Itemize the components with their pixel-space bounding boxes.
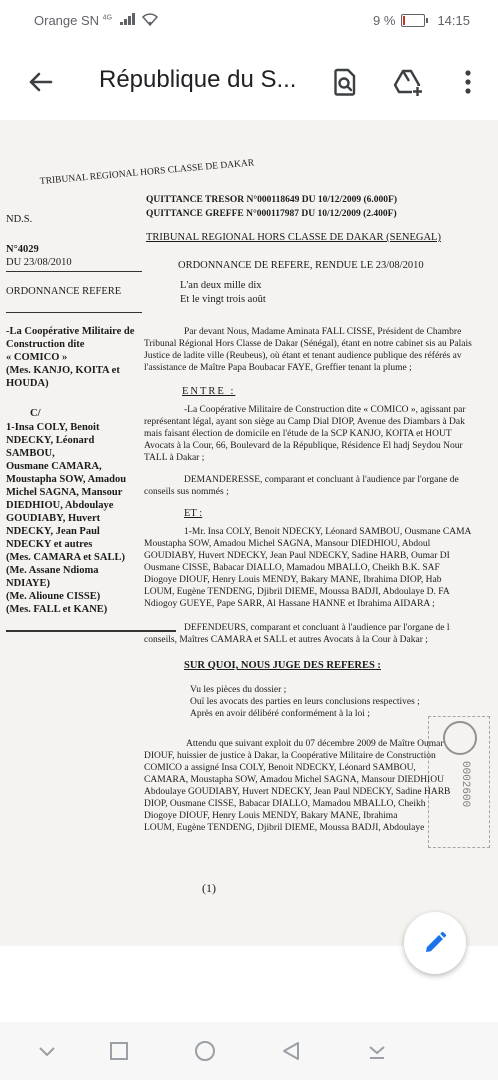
recents-icon[interactable] xyxy=(106,1038,132,1064)
left-column-line: (Mes. FALL et KANE) xyxy=(6,604,108,615)
left-column-line: (Me. Alioune CISSE) xyxy=(6,591,101,602)
et-line: LOUM, Eugène TENDENG, Djibril DIEME, Moussa BADJI, Abdoulaye D. FA xyxy=(144,587,450,597)
par-devant-line: Par devant Nous, Madame Aminata FALL CISSE, Président de Chambre xyxy=(184,327,462,337)
par-devant-line: Tribunal Régional Hors Classe de Dakar (Sénégal), étant en notre cabinet sis au Palais xyxy=(144,339,472,349)
ordonnance-heading: ORDONNANCE DE REFERE, RENDUE LE 23/08/2010 xyxy=(178,260,424,271)
divider xyxy=(6,630,176,632)
ordonnance-refere: ORDONNANCE REFERE xyxy=(6,286,122,297)
entre-line: mais faisant élection de domicile en l'étude de la SCP KANJO, KOITA et HOUT xyxy=(144,429,452,439)
left-column-line: Michel SAGNA, Mansour xyxy=(6,487,123,498)
drive-add-icon[interactable] xyxy=(392,66,424,98)
attendu-line: DIOUF, huissier de justice à Dakar, la Coopérative Militaire de Construction xyxy=(144,751,436,761)
vu-line: Ouï les avocats des parties en leurs conclusions respectives ; xyxy=(190,697,420,707)
quittance-greffe: QUITTANCE GREFFE N°000117987 DU 10/12/2009 (2.400F) xyxy=(146,209,397,219)
et-line: GOUDIABY, Huvert NDECKY, Jean Paul NDECKY, Sadine HARB, Oumar DI xyxy=(144,551,450,561)
clock: 14:15 xyxy=(437,13,470,28)
par-devant-line: Justice de ladite ville (Reubeus), où étant et tenant audience publique des référés av xyxy=(144,351,462,361)
attendu-line: CAMARA, Moustapha SOW, Amadou Michel SAGNA, Mansour DIEDHIOU xyxy=(144,775,444,785)
attendu-line: COMICO a assigné Insa COLY, Benoit NDECKY, Léonard SAMBOU, xyxy=(144,763,416,773)
carrier-name: Orange SN xyxy=(34,13,100,28)
seal-icon xyxy=(443,721,477,755)
back-triangle-icon[interactable] xyxy=(278,1038,304,1064)
vu-line: Vu les pièces du dossier ; xyxy=(190,685,287,695)
case-number: N°4029 xyxy=(6,244,39,255)
quittance-tresor: QUITTANCE TRESOR N°000118649 DU 10/12/2009 (6.000F) xyxy=(146,195,397,205)
search-in-document-icon[interactable] xyxy=(328,66,360,98)
more-vert-icon[interactable] xyxy=(452,66,484,98)
nds-label: ND.S. xyxy=(6,214,33,225)
left-column-line: GOUDIABY, Huvert xyxy=(6,513,101,524)
preamble-line: Et le vingt trois août xyxy=(180,294,266,305)
left-column-line: NDECKY et autres xyxy=(6,539,93,550)
page-marker: (1) xyxy=(202,881,216,895)
entre-line: -La Coopérative Militaire de Construction dite « COMICO », agissant par xyxy=(184,405,466,415)
left-column-line: DIEDHIOU, Abdoulaye xyxy=(6,500,114,511)
tribunal-name: TRIBUNAL REGIONAL HORS CLASSE DE DAKAR (SENEGAL) xyxy=(146,232,441,243)
left-column-line: SAMBOU, xyxy=(6,448,55,459)
entre-line: TALL à Dakar ; xyxy=(144,453,205,463)
left-column-line: (Mes. KANJO, KOITA et xyxy=(6,365,120,376)
hide-nav-icon[interactable] xyxy=(364,1038,390,1064)
attendu-line: LOUM, Eugène TENDENG, Djibril DIEME, Moussa BADJI, Abdoulaye xyxy=(144,823,425,833)
entre-label: ENTRE : xyxy=(182,386,236,397)
demanderesse-line: conseils sus nommés ; xyxy=(144,487,229,497)
et-line: Ndiogoy GUEYE, Pape SARR, Al Hassane HANNE et Ibrahima AIDARA ; xyxy=(144,599,435,609)
et-line: 1-Mr. Insa COLY, Benoit NDECKY, Léonard SAMBOU, Ousmane CAMA xyxy=(184,527,472,537)
stamp-number: 0002600 xyxy=(459,761,471,808)
et-line: Ousmane CISSE, Babacar DIALLO, Mamadou MBALLO, Cheikh B.K. SAF xyxy=(144,563,440,573)
top-stamp: TRIBUNAL REGIONAL HORS CLASSE DE DAKAR xyxy=(39,158,255,187)
et-line: Moustapha SOW, Amadou Michel SAGNA, Mansour DIEDHIOU, Abdoul xyxy=(144,539,431,549)
network-type: 4G xyxy=(102,14,113,22)
document-viewer[interactable] xyxy=(0,120,498,1020)
left-column-line: NDIAYE) xyxy=(6,578,50,589)
entre-line: Avocats à la Cour, 66, Boulevard de la République, Résidence El hadj Seydou Nour xyxy=(144,441,463,451)
left-column-line: Moustapha SOW, Amadou xyxy=(6,474,127,485)
left-column-line: C/ xyxy=(30,408,41,419)
attendu-line: DIOP, Ousmane CISSE, Babacar DIALLO, Mamadou MBALLO, Cheikh xyxy=(144,799,426,809)
et-line: Diogoye DIOUF, Henry Louis MENDY, Bakary MANE, Ibrahima DIOP, Hab xyxy=(144,575,442,585)
document-title: République du S... xyxy=(99,66,297,93)
attendu-line: Abdoulaye GOUDIABY, Huvert NDECKY, Jean Paul NDECKY, Sadine HARB xyxy=(144,787,451,797)
left-column-line: NDECKY, Léonard xyxy=(6,435,95,446)
left-column-line: -La Coopérative Militaire de xyxy=(6,326,135,337)
left-column-line: « COMICO » xyxy=(6,352,68,363)
left-column-line: (Mes. CAMARA et SALL) xyxy=(6,552,125,563)
demanderesse-line: DEMANDERESSE, comparant et concluant à l'audience par l'organe de xyxy=(184,475,459,485)
attendu-line: Attendu que suivant exploit du 07 décembre 2009 de Maître Oumar xyxy=(186,739,444,749)
scanned-page[interactable] xyxy=(0,120,498,946)
chevron-down-icon[interactable] xyxy=(34,1038,60,1064)
official-stamp xyxy=(428,716,490,848)
battery-icon xyxy=(401,14,425,27)
divider xyxy=(6,271,142,272)
et-label: ET : xyxy=(184,508,203,519)
attendu-line: Diogoye DIOUF, Henry Louis MENDY, Bakary MANE, Ibrahima xyxy=(144,811,398,821)
left-column-line: HOUDA) xyxy=(6,378,49,389)
left-column-line: Ousmane CAMARA, xyxy=(6,461,102,472)
preamble-line: L'an deux mille dix xyxy=(180,280,262,291)
status-left xyxy=(34,13,158,28)
status-right xyxy=(373,13,470,28)
pencil-icon xyxy=(422,930,448,956)
vu-line: Après en avoir délibéré conformément à la loi ; xyxy=(190,709,370,719)
signal-icon xyxy=(120,13,135,25)
defendeurs-line: DEFENDEURS, comparant et concluant à l'audience par l'organe de l xyxy=(184,623,450,633)
back-arrow-icon[interactable] xyxy=(24,66,56,98)
wifi-icon xyxy=(142,13,158,26)
left-column-line: NDECKY, Jean Paul xyxy=(6,526,100,537)
edit-button[interactable] xyxy=(404,912,466,974)
entre-line: représentant légal, ayant son siège au Camp Dial DIOP, Avenue des Diambars à Dak xyxy=(144,417,465,427)
sur-quoi-heading: SUR QUOI, NOUS JUGE DES REFERES : xyxy=(184,660,381,671)
app-bar xyxy=(0,44,498,120)
case-date: DU 23/08/2010 xyxy=(6,257,72,268)
left-column-line: 1-Insa COLY, Benoit xyxy=(6,422,100,433)
left-column-line: Construction dite xyxy=(6,339,85,350)
home-icon[interactable] xyxy=(192,1038,218,1064)
left-column-line: (Me. Assane Ndioma xyxy=(6,565,99,576)
divider xyxy=(6,312,142,313)
par-devant-line: l'assistance de Maître Papa Boubacar FAYE, Greffier tenant la plume ; xyxy=(144,363,412,373)
system-nav-bar xyxy=(0,1022,498,1080)
defendeurs-line: conseils, Maîtres CAMARA et SALL et autres Avocats à la Cour à Dakar ; xyxy=(144,635,428,645)
status-bar xyxy=(0,0,498,42)
battery-percent: 9 % xyxy=(373,13,396,28)
